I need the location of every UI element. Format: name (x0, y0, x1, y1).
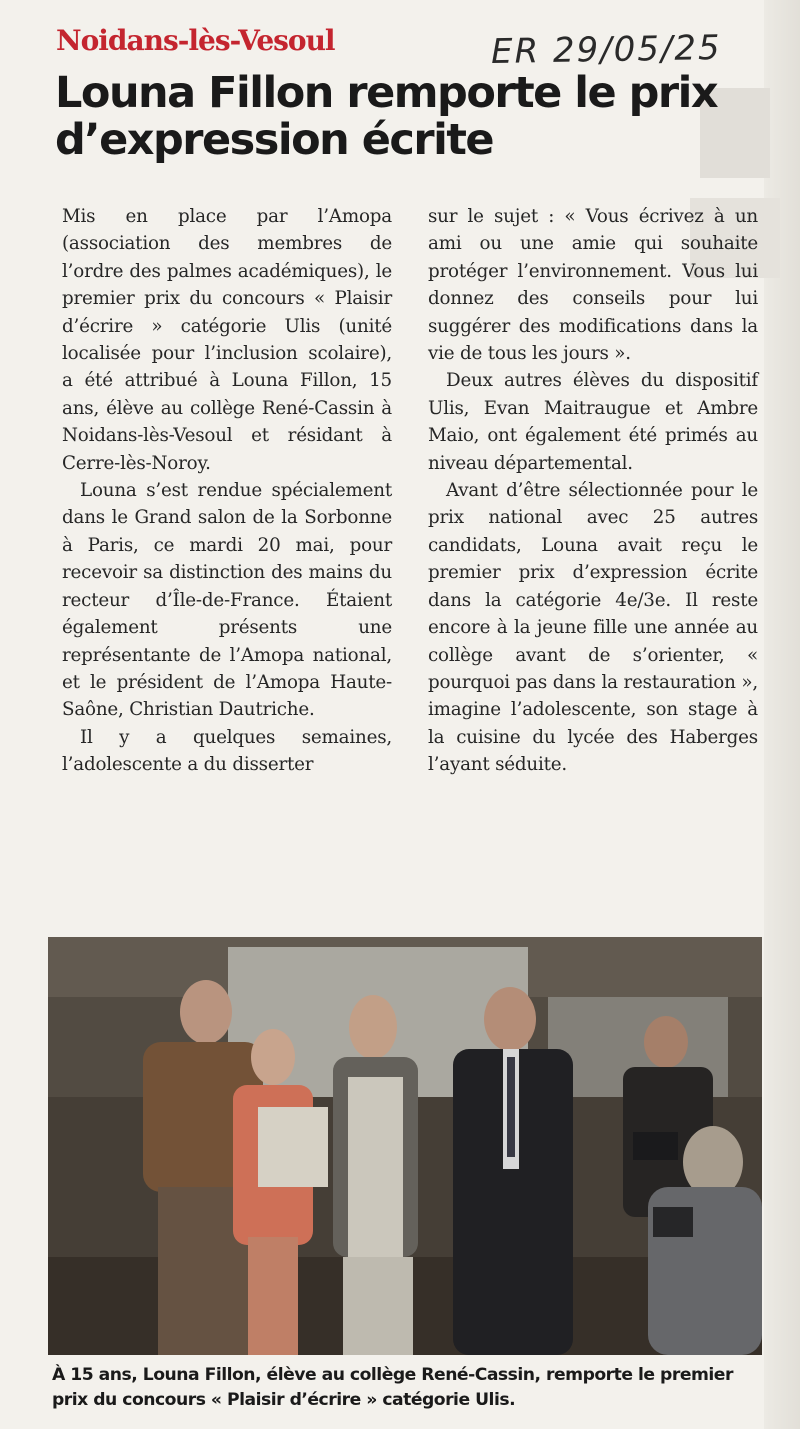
handwritten-source-date: ER 29/05/25 (490, 27, 722, 73)
paragraph: sur le sujet : « Vous écrivez à un ami ou une amie qui souhaite protéger l’environnement. Vous lui donnez des conseils pour lui suggérer des modifications dans la vie de tous les jours ». (428, 206, 758, 365)
paragraph: Avant d’être sélectionnée pour le prix national avec 25 autres candidats, Louna avait reçu le premier prix d’expression écrite dans la catégorie 4e/3e. Il reste encore à la jeune fille une année au collège avant de s’orienter, « pourquoi pas dans la restauration », imagine l’adolescente, son stage à la cuisine du lycée des Haberges l’ayant séduite. (428, 480, 758, 776)
paragraph: Mis en place par l’Amopa (association des membres de l’ordre des palmes académiques), le premier prix du concours « Plaisir d’écrire » catégorie Ulis (unité localisée pour l’inclusion scolaire), a été attribué à Louna Fillon, 15 ans, élève au collège René-Cassin à Noidans-lès-Vesoul et résidant à Cerre-lès-Noroy. (62, 206, 392, 474)
paragraph: Il y a quelques semaines, l’adolescente a du disserter (62, 726, 392, 776)
section-kicker: Noidans-lès-Vesoul (56, 24, 335, 57)
article-column-left (62, 203, 392, 779)
paragraph: Louna s’est rendue spécialement dans le Grand salon de la Sorbonne à Paris, ce mardi 20 mai, pour recevoir sa distinction des mains du recteur d’Île-de-France. Étaient également présents une représentante de l’Amopa national, et le président de l’Amopa Haute-Saône, Christian Dautriche. (62, 480, 392, 721)
article-photo (48, 937, 762, 1355)
photo-caption: À 15 ans, Louna Fillon, élève au collège René-Cassin, remporte le premier prix du concours « Plaisir d’écrire » catégorie Ulis. (52, 1365, 733, 1410)
article-column-right (428, 203, 758, 779)
photo-illustration (48, 937, 762, 1355)
article-headline: Louna Fillon remporte le prix d’expression écrite (55, 68, 718, 165)
paragraph: Deux autres élèves du dispositif Ulis, Evan Maitraugue et Ambre Maio, ont également été primés au niveau départemental. (428, 370, 758, 474)
